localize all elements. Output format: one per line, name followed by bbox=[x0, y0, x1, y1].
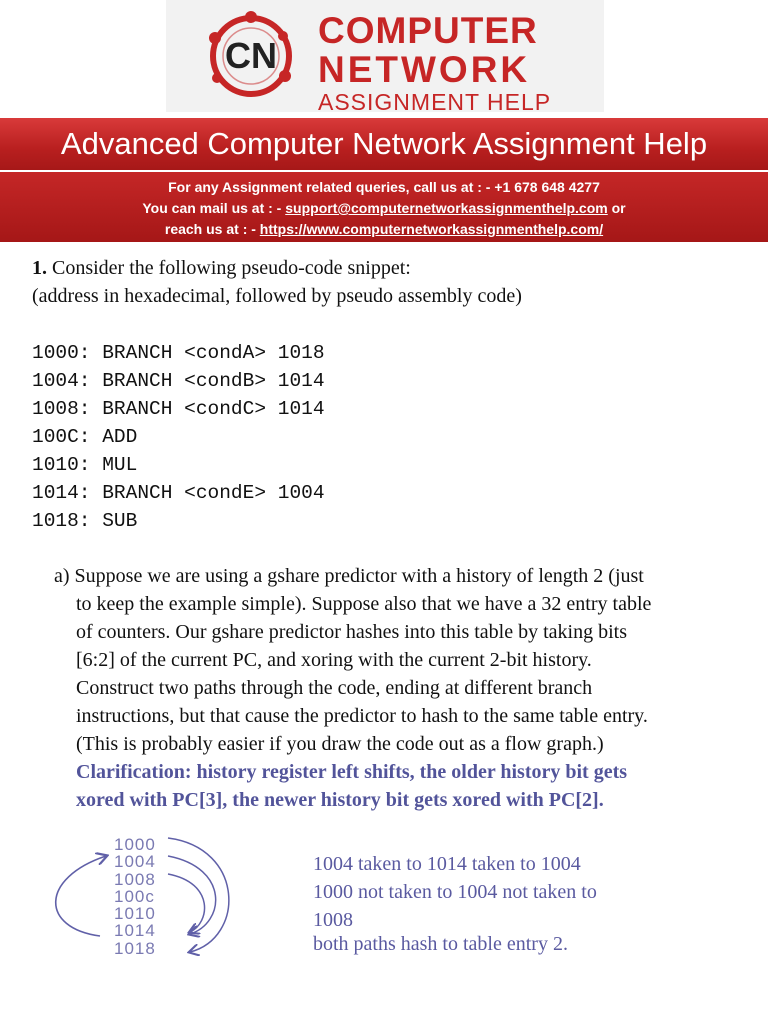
code-line: 1018: SUB bbox=[32, 510, 138, 532]
banner-title bbox=[0, 118, 768, 170]
part-a-line: of counters. Our gshare predictor hashes into this table by taking bits bbox=[76, 621, 627, 643]
logo-line-computer: COMPUTER bbox=[318, 10, 538, 51]
diagram-address: 100c bbox=[114, 886, 155, 906]
part-a bbox=[54, 562, 738, 814]
code-line: 1008: BRANCH <condC> 1014 bbox=[32, 398, 325, 420]
contact-web-prefix: reach us at : - bbox=[164, 221, 256, 237]
answer-line: both paths hash to table entry 2. bbox=[313, 933, 568, 955]
diagram-address: 1018 bbox=[114, 938, 156, 958]
code-line: 100C: ADD bbox=[32, 426, 138, 448]
logo-line-assignment-help: ASSIGNMENT HELP bbox=[318, 89, 552, 115]
part-a-label: a) bbox=[54, 565, 70, 587]
diagram-address: 1000 bbox=[114, 835, 156, 854]
answer-line: 1008 bbox=[313, 909, 353, 931]
network-logo-icon bbox=[195, 6, 307, 106]
branch-arrow-1008-1014 bbox=[168, 874, 205, 932]
question-number: 1. bbox=[32, 257, 47, 279]
diagram-address: 1014 bbox=[114, 921, 156, 941]
code-line: 1010: MUL bbox=[32, 454, 138, 476]
question-intro bbox=[32, 254, 522, 310]
diagram-address: 1010 bbox=[114, 904, 156, 924]
contact-phone-line: For any Assignment related queries, call us at : - +1 678 648 4277 bbox=[168, 179, 600, 195]
branch-arrow-1000-1018 bbox=[168, 838, 229, 952]
question-subtext: (address in hexadecimal, followed by pseudo assembly code) bbox=[32, 285, 522, 307]
contact-banner bbox=[0, 172, 768, 242]
part-a-line: [6:2] of the current PC, and xoring with the current 2-bit history. bbox=[76, 649, 592, 671]
code-line: 1004: BRANCH <condB> 1014 bbox=[32, 370, 325, 392]
part-a-line: Construct two paths through the code, ending at different branch bbox=[76, 677, 593, 699]
diagram-address: 1008 bbox=[114, 869, 156, 889]
logo-text bbox=[318, 12, 551, 114]
logo-line-network: NETWORK bbox=[318, 49, 531, 90]
part-a-line: instructions, but that cause the predictor to hash to the same table entry. bbox=[76, 705, 648, 727]
flow-graph-diagram bbox=[40, 828, 300, 978]
email-link[interactable]: support@computernetworkassignmenthelp.com bbox=[285, 200, 608, 216]
part-a-line: to keep the example simple). Suppose also that we have a 32 entry table bbox=[76, 593, 652, 615]
answer-line: 1000 not taken to 1004 not taken to bbox=[313, 881, 597, 903]
code-snippet bbox=[32, 339, 325, 535]
page-title: Advanced Computer Network Assignment Help bbox=[60, 126, 708, 161]
diagram-address-list bbox=[114, 836, 156, 957]
answer-line: 1004 taken to 1014 taken to 1004 bbox=[313, 853, 581, 875]
contact-web-line bbox=[0, 219, 768, 240]
part-a-line: a) Suppose we are using a gshare predictor with a history of length 2 (just bbox=[54, 562, 738, 590]
contact-email-prefix: You can mail us at : - bbox=[142, 200, 282, 216]
clarification-line: xored with PC[3], the newer history bit gets xored with PC[2]. bbox=[76, 789, 604, 811]
contact-email-suffix: or bbox=[611, 200, 626, 216]
svg-text:CN: CN bbox=[225, 35, 277, 76]
code-line: 1000: BRANCH <condA> 1018 bbox=[32, 342, 325, 364]
contact-email-line bbox=[0, 198, 768, 219]
diagram-address: 1004 bbox=[114, 852, 156, 872]
part-a-line: (This is probably easier if you draw the code out as a flow graph.) bbox=[76, 733, 604, 755]
answer-block bbox=[313, 850, 597, 958]
branch-arrow-1004-1014 bbox=[168, 856, 216, 934]
question-text: Consider the following pseudo-code snippet: bbox=[52, 257, 411, 279]
clarification-line: Clarification: history register left shifts, the older history bit gets bbox=[76, 761, 628, 783]
code-line: 1014: BRANCH <condE> 1004 bbox=[32, 482, 325, 504]
website-link[interactable]: https://www.computernetworkassignmenthelp.com/ bbox=[259, 221, 604, 237]
loop-arrow bbox=[56, 856, 106, 936]
